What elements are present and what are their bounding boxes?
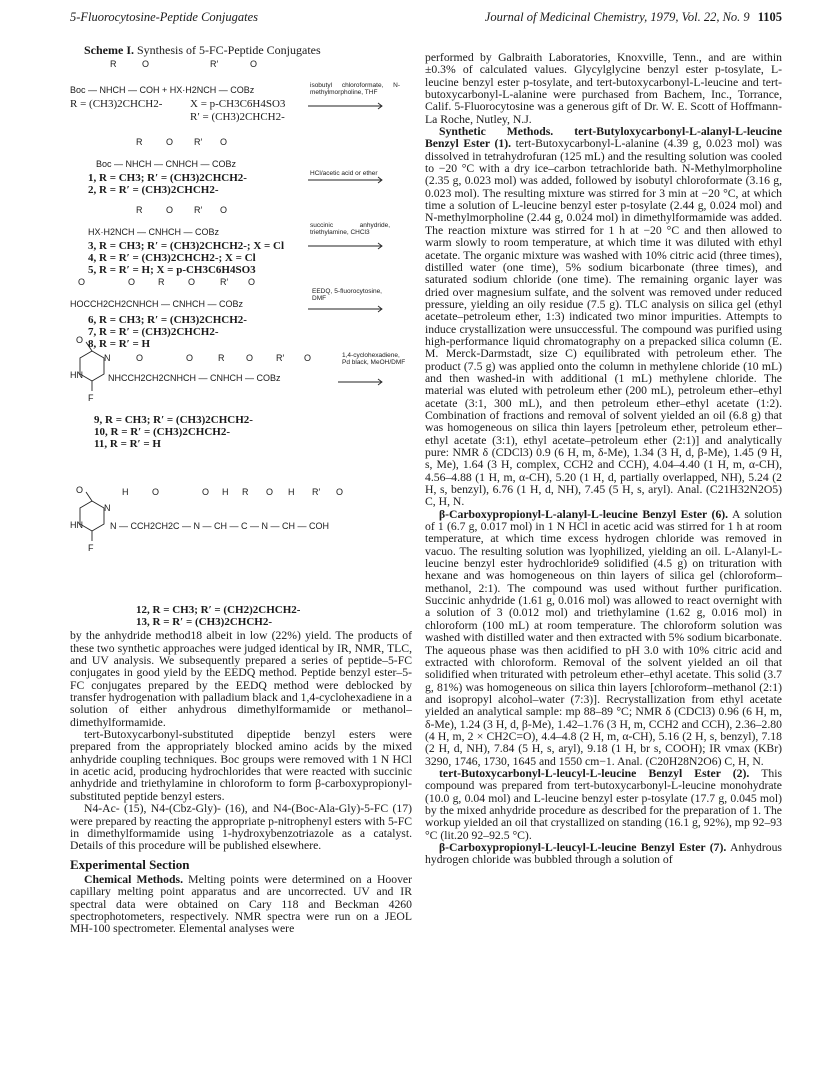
atom-label: O [166,137,174,148]
atom-label: O [246,353,254,364]
step4-formula: HOCCH2CH2CNHCH — CNHCH — COBz [70,299,244,310]
atom-label: O [128,277,136,288]
running-title: 5-Fluorocytosine-Peptide Conjugates [70,10,259,24]
right-paragraph-4 [425,768,782,842]
atom-label: R [110,59,117,70]
reaction-scheme [70,56,412,630]
compound-5: 5, R = R′ = H; X = p-CH3C6H4SO3 [88,264,256,277]
atom-label: O [336,487,344,498]
atom-label: R [136,205,143,216]
subsection-heading: Synthetic Methods. tert-Butyloxycarbonyl-L-alanyl-L-leucine Benzyl Ester (1). [425,125,782,151]
subsection-heading: Chemical Methods. [84,872,183,886]
atom-label: H [122,487,129,498]
step6-formula: N — CCH2CH2C — N — CH — C — N — CH — COH [110,521,330,532]
paragraph-body: tert-Butoxycarbonyl-L-alanine (4.39 g, 0.023 mol) was dissolved in tetrahydrofuran (125 mL) and the resulting solution was cooled to −20 °C with a dry ice–carbon tetrachloride bath. N-Methylmorpholine (2.35 g, 0.023 mol) was added, followed by isobutyl chloroformate (3.16 g, 0.023 mol). The resulting mixture was stirred for 3 min at −20 °C, at which time a solution of L-leucine benzyl ester p-tosylate (2.44 g, 0.024 mol) and N-methylmorpholine (2.44 g, 0.024 mol) in dimethylformamide was added. The reaction mixture was stirred for 1 h at −20 °C and then allowed to warm slowly to room temperature, at which time it was diluted with ethyl acetate. The organic mixture was washed with 10% citric acid (three times), distilled water (one time), 5% sodium bicarbonate (three times), and saturated sodium chloride (one time). The remaining organic layer was dried over magnesium sulfate, and the solvent was removed under reduced pressure, yielding an oily residue (7.5 g). TLC analysis on silica gel (ethyl acetate–petroleum ether, 1:3) indicated two minor impurities. Attempts to induce crystallization were unsuccessful. The compound was purified using high-performance liquid chromatography on a prepacked silica column (E. M. Merck-Darmstadt, size C) equilibrated with petroleum ether. The product (7.5 g) was applied onto the column in methylene chloride (10 mL) and then washed-in with additional (1 mL) methylene chloride. The material was eluted with petroleum ether (200 mL), petroleum ether–ethyl acetate (3:1, 300 mL), and then petroleum ether–ethyl acetate (1:2). Combination of fractions and removal of solvent yielded an oil (6.8 g) that was homogeneous on silica thin layers [petroleum ether, petroleum ether–ethyl acetate (3:1), ethyl acetate–petroleum ether (2:1)] and analytically pure: NMR δ (CDCl3) 0.9 (6 H, m, δ-Me), 1.34 (3 H, d, β-Me), 1.45 (9 H, s, Me), 1.64 (3 H, complex, CCH2 and CCH), 4.04–4.40 (1 H, m, α-CH), 4.56–4.88 (1 H, m, α-CH), 5.20 (1 H, d, partially overlapped, NH), 5.24 (2 H, s, benzyl), 6.76 (1 H, d, NH), 7.45 (5 H, s, aryl). Anal. (C21H32N2O5) C, H, N. [425,137,782,509]
atom-label: O [142,59,150,70]
left-paragraph-2: tert-Butoxycarbonyl-substituted dipeptide benzyl esters were prepared from the appropriately blocked amino acids by the mixed anhydride coupling techniques. Boc groups were removed with 1 N HCl in acetic acid, producing hydrochlorides that were reacted with succinic anhydride and triethylamine in chloroform to form β-carboxypropionyl-substituted peptide benzyl esters. [70,728,412,803]
journal-name: Journal of Medicinal Chemistry, 1979, Vol. 22, No. 9 [484,10,750,24]
atom-label: O [136,353,144,364]
x-definition: X = p-CH3C6H4SO3 [190,98,286,111]
step5-reagents: 1,4-cyclohexadiene, Pd black, MeOH/DMF [342,352,406,367]
atom-label: F [88,393,94,404]
compound-6: 6, R = CH3; R′ = (CH3)2CHCH2- [88,314,247,327]
atom-label: O [76,485,84,496]
paragraph-body: Anhydrous hydrogen chloride was bubbled through a solution of [425,841,782,867]
atom-label: O [250,59,258,70]
atom-label: H [288,487,295,498]
atom-label: R′ [276,353,285,364]
subsection-heading: β-Carboxypropionyl-L-alanyl-L-leucine Benzyl Ester (6). [439,507,729,521]
compound-1: 1, R = CH3; R′ = (CH3)2CHCH2- [88,172,247,185]
running-header [70,10,782,28]
atom-label: R′ [210,59,219,70]
atom-label: O [186,353,194,364]
atom-label: N [104,353,111,364]
paragraph-body: Melting points were determined on a Hoover capillary melting point apparatus and are uncorrected. UV and IR spectral data were obtained on Cary 118 and Beckman 4260 spectrophotometers, respectively. NMR spectra were run on a JEOL MH-100 spectrometer. Elemental analyses were [70,872,412,936]
step3-formula: HX·H2NCH — CNHCH — COBz [88,227,220,238]
atom-label: R′ [312,487,321,498]
atom-label: O [304,353,312,364]
atom-label: O [266,487,274,498]
atom-label: R′ [220,277,229,288]
atom-label: O [220,137,228,148]
right-column [425,52,782,867]
atom-label: O [202,487,210,498]
scheme-title [70,44,412,56]
atom-label: O [78,277,86,288]
compound-10: 10, R = R′ = (CH3)2CHCH2- [94,426,231,439]
right-paragraph-2 [425,126,782,509]
page-number: 1105 [757,10,782,24]
atom-label: R [218,353,225,364]
atom-label: O [76,335,84,346]
atom-label: H [222,487,229,498]
left-paragraph-4 [70,874,412,936]
atom-label: O [166,205,174,216]
paragraph-body: A solution of 1 (6.7 g, 0.017 mol) in 1 N HCl in acetic acid was stirred for 1 h at room temperature, at which time excess hydrogen chloride was removed in vacuo. The resulting solution was lyophilized, yielding an oil. L-Alanyl-L-leucine benzyl ester hydrochloride9 solidified (4.5 g) on trituration with hexane and was homogeneous on thin layers of silica gel (chloroform–methanol, 2:1). The compound was used without further purification. Succinic anhydride (1.61 g, 0.016 mol) was allowed to react overnight with a solution of 3 (0.012 mol) and triethylamine (1.62 g, 0.016 mol) in chloroform (100 mL) at room temperature. The chloroform solution was washed with distilled water and then extracted with 5% sodium bicarbonate. The aqueous phase was then acidified to pH 3.0 with 10% citric acid and extracted with chloroform. Removal of the solvent yielded an oil that solidified when triturated with petroleum ether–ethyl acetate. This solid (3.7 g, 81%) was homogeneous on silica thin layers [chloroform–methanol (2:1) and isopropyl alcohol–water (7:3)]. Recrystallization from ethyl acetate yielded an analytical sample: mp 88–89 °C; NMR δ (CDCl3) 0.96 (6 H, m, δ-Me), 1.24 (3 H, d, β-Me), 1.42–1.76 (3 H, m, CCH2 and CCH), 2.36–2.80 (4 H, m, 2 × CH2C=O), 4.4–4.8 (2 H, m, α-CH), 5.16 (2 H, s, benzyl), 7.18 (2 H, d, NH), 7.84 (5 H, s, aryl), 9.18 (1 H, br s, COOH); IR νmax (KBr) 3290, 1746, 1730, 1645 and 1550 cm−1. Anal. (C20H28N2O6) C, H, N. [425,507,782,768]
atom-label: N [104,503,111,514]
compound-7: 7, R = R′ = (CH3)2CHCH2- [88,326,219,339]
atom-label: R [242,487,249,498]
atom-label: HN [70,370,83,381]
journal-citation [485,10,782,25]
compound-12: 12, R = CH3; R′ = (CH2)2CHCH2- [136,604,301,617]
left-paragraph-3: N4-Ac- (15), N4-(Cbz-Gly)- (16), and N4-(Boc-Ala-Gly)-5-FC (17) were prepared by reacting the appropriate p-nitrophenyl esters with 5-FC in dimethylformamide using 1-hydroxybenzotriazole as a catalyst. Details of this procedure will be published elsewhere. [70,802,412,853]
compound-3: 3, R = CH3; R′ = (CH3)2CHCH2-; X = Cl [88,240,285,253]
step2-formula: Boc — NHCH — CNHCH — COBz [96,159,237,170]
right-paragraph-3 [425,509,782,768]
compound-2: 2, R = R′ = (CH3)2CHCH2- [88,184,219,197]
right-paragraph-5 [425,842,782,867]
atom-label: O [152,487,160,498]
subsection-heading: tert-Butoxycarbonyl-L-leucyl-L-leucine Benzyl Ester (2). [439,766,750,780]
atom-label: R′ [194,205,203,216]
right-paragraph-1: performed by Galbraith Laboratories, Knoxville, Tenn., and are within ±0.3% of calculated values. Glycylglycine benzyl ester p-tosylate, L-leucine benzyl ester p-tosylate, and tert-butoxycarbonyl-L-leucine and tert-butoxycarbonyl-L-alanine were purchased from Bachem, Inc., Torrance, Calif. 5-Fluorocytosine was a generous gift of Dr. W. E. Scott of Hoffmann-La Roche, Nutley, N.J. [425,51,782,126]
left-paragraph-1: by the anhydride method18 albeit in low (22%) yield. The products of these two synthetic approaches were judged identical by IR, NMR, TLC, and UV analysis. We subsequently prepared a series of peptide–5-FC conjugates in good yield by the EEDQ method. Peptide benzyl ester–5-FC conjugates prepared by the EEDQ method were deblocked by transfer hydrogenation with palladium black and 1,4-cyclohexadiene in a solution of either anhydrous dimethylformamide or methanol–dimethylformamide. [70,629,412,729]
atom-label: O [220,205,228,216]
atom-label: R′ [194,137,203,148]
scheme-label: Scheme I. [84,43,134,57]
step3-reagents: succinic anhydride, triethylamine, CHCl3 [310,222,390,237]
left-column [70,44,412,936]
step5-formula: NHCCH2CH2CNHCH — CNHCH — COBz [108,373,281,384]
compound-8: 8, R = R′ = H [88,338,151,351]
atom-label: R [158,277,165,288]
compound-13: 13, R = R′ = (CH3)2CHCH2- [136,616,273,629]
atom-label: O [188,277,196,288]
r-definition: R = (CH3)2CHCH2- [70,98,163,111]
compound-4: 4, R = R′ = (CH3)2CHCH2-; X = Cl [88,252,256,265]
step4-reagents: EEDQ, 5-fluorocytosine, DMF [312,288,382,303]
step1-reagents: isobutyl chloroformate, N-methylmorpholine, THF [310,82,400,97]
atom-label: O [248,277,256,288]
scheme-caption: Synthesis of 5-FC-Peptide Conjugates [137,43,321,57]
atom-label: R [136,137,143,148]
rprime-definition: R′ = (CH3)2CHCH2- [190,111,285,124]
section-heading: Experimental Section [70,856,190,872]
step2-reagents: HCl/acetic acid or ether [310,170,378,178]
atom-label: F [88,543,94,554]
atom-label: HN [70,520,83,531]
step1-formula: Boc — NHCH — COH + HX·H2NCH — COBz [70,85,255,96]
paragraph-body: This compound was prepared from tert-butoxycarbonyl-L-leucine monohydrate (10.0 g, 0.04 mol) and L-leucine benzyl ester p-tosylate (17.7 g, 0.045 mol) by the mixed anhydride procedure as described for the preparation of 1. The workup yielded an oil that crystallized on standing (16.1 g, 92%), mp 92–93 °C (lit.20 92–92.5 °C). [425,766,783,842]
compound-9: 9, R = CH3; R′ = (CH3)2CHCH2- [94,414,253,427]
compound-11: 11, R = R′ = H [94,438,161,451]
subsection-heading: β-Carboxypropionyl-L-leucyl-L-leucine Benzyl Ester (7). [439,841,727,854]
